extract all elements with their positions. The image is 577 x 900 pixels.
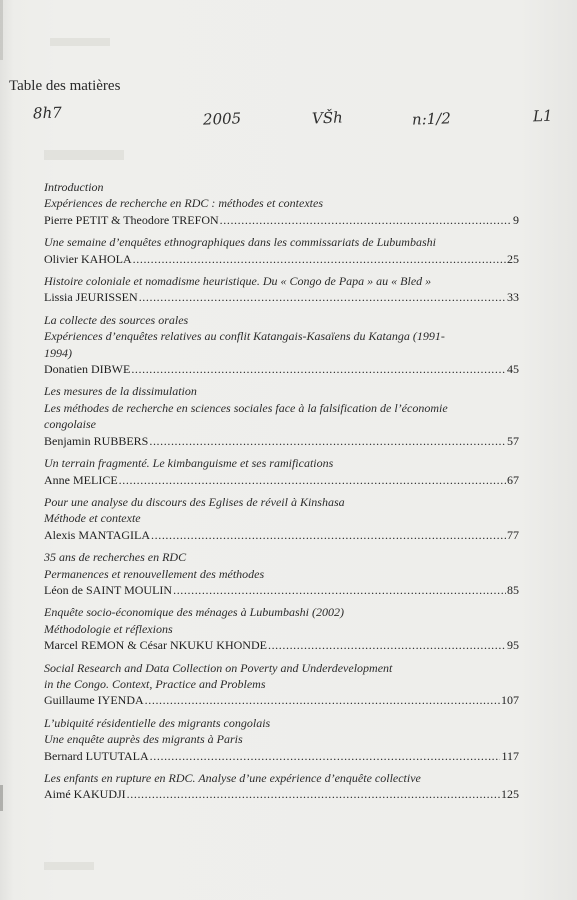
toc-entry-page-number: 9 (513, 212, 519, 227)
toc-entry-title-line: Une semaine d’enquêtes ethnographiques dans les commissariats de Lubumbashi (44, 235, 436, 250)
dot-leader (145, 692, 500, 708)
toc-entry-page-number: 117 (501, 748, 519, 763)
toc-entry-page-number: 33 (507, 290, 519, 305)
dot-leader (220, 212, 512, 228)
toc-entry-author-line (44, 361, 519, 377)
toc-entry-title-line: Un terrain fragmenté. Le kimbanguisme et ses ramifications (44, 456, 334, 471)
toc-entry-author-line (44, 251, 519, 267)
toc-entry-title-line: L’ubiquité résidentielle des migrants congolais (44, 715, 271, 730)
toc-entry (44, 273, 519, 306)
toc-entry-author: Anne MELICE (44, 472, 118, 487)
toc-entry-author: Bernard LUTUTALA (44, 748, 149, 763)
toc-entry-page-number: 67 (507, 472, 519, 487)
toc-entry-author-line (44, 582, 519, 598)
toc-entry-title-line: congolaise (44, 417, 96, 432)
toc-entry-author-line (44, 527, 519, 543)
toc-entry-title-line: Introduction (44, 180, 104, 194)
toc-entry (44, 179, 519, 228)
toc-entry-author: Olivier KAHOLA (44, 251, 132, 266)
toc-entry (44, 312, 519, 378)
handwritten-note: VŠh (311, 108, 344, 128)
toc-entry-title-line: Expériences de recherche en RDC : méthodes et contextes (44, 196, 323, 211)
toc-entry (44, 494, 519, 543)
toc-entry-page-number: 57 (507, 433, 519, 448)
dot-leader (149, 433, 506, 449)
toc-entry-title-line: 35 ans de recherches en RDC (44, 550, 187, 565)
binding-edge-mark (0, 0, 3, 60)
toc-entry-title-line: Enquête socio-économique des ménages à Lubumbashi (2002) (44, 605, 344, 620)
toc-entry (44, 604, 519, 653)
dot-leader (127, 786, 500, 802)
toc-entry-author-line (44, 433, 519, 449)
dot-leader (131, 361, 506, 377)
toc-entry-author-line (44, 212, 519, 228)
toc-entry-title-line: in the Congo. Context, Practice and Problems (44, 676, 266, 691)
dot-leader (133, 251, 506, 267)
toc-entry (44, 770, 519, 803)
toc-entry-author: Pierre PETIT & Theodore TREFON (44, 212, 219, 227)
toc-entry-page-number: 85 (507, 582, 519, 597)
show-through-mark (50, 38, 110, 46)
toc-entry (44, 660, 519, 709)
toc-entry-author: Marcel REMON & César NKUKU KHONDE (44, 638, 267, 653)
toc-entry-author-line (44, 472, 519, 488)
toc-entry-title-line: Une enquête auprès des migrants à Paris (44, 732, 243, 747)
toc-entry (44, 383, 519, 449)
toc-entry-page-number: 45 (507, 362, 519, 377)
page-title: Table des matières (9, 78, 121, 94)
toc-entry-author-line (44, 289, 519, 305)
toc-entry-title-line: Les enfants en rupture en RDC. Analyse d’une expérience d’enquête collective (44, 771, 421, 785)
toc-entry-title-line: Histoire coloniale et nomadisme heuristique. Du « Congo de Papa » au « Bled » (44, 274, 432, 289)
toc-entry-author: Alexis MANTAGILA (44, 527, 151, 542)
toc-entry-author-line (44, 786, 519, 802)
toc-entry-author-line (44, 637, 519, 653)
handwritten-note: 2005 (202, 109, 242, 129)
toc-entry-author-line (44, 748, 519, 764)
toc-entry-title-line: Les mesures de la dissimulation (44, 384, 197, 399)
toc-entry-title-line: Méthodologie et réflexions (44, 621, 173, 636)
show-through-mark (44, 862, 94, 870)
dot-leader (268, 637, 506, 653)
toc-entry-title-line: Expériences d’enquêtes relatives au conflit Katangais-Kasaïens du Katanga (1991- (44, 329, 445, 344)
toc-entry-title-line: 1994) (44, 345, 72, 360)
handwritten-note: 8h7 (32, 103, 63, 123)
toc-entry-author: Donatien DIBWE (44, 362, 131, 377)
toc-entry-page-number: 107 (501, 693, 519, 708)
toc-entry-author: Aimé KAKUDJI (44, 787, 126, 802)
toc-entry-page-number: 25 (507, 251, 519, 266)
toc-entry-title-line: Méthode et contexte (44, 511, 141, 526)
show-through-mark (44, 150, 124, 160)
binding-edge-mark (0, 785, 3, 811)
toc-entry-author: Léon de SAINT MOULIN (44, 582, 173, 597)
handwritten-note: n:1/2 (411, 109, 452, 129)
toc-entry-author: Lissia JEURISSEN (44, 290, 138, 305)
toc-entry-author: Benjamin RUBBERS (44, 433, 149, 448)
dot-leader (151, 527, 506, 543)
toc-entry-title-line: La collecte des sources orales (44, 312, 189, 327)
toc-entry (44, 455, 519, 488)
table-of-contents (44, 179, 519, 809)
handwritten-note: L1 (532, 106, 553, 126)
toc-entry-title-line: Pour une analyse du discours des Eglises de réveil à Kinshasa (44, 494, 345, 509)
toc-entry (44, 549, 519, 598)
toc-entry-page-number: 95 (507, 638, 519, 653)
toc-entry (44, 234, 519, 267)
toc-entry-page-number: 125 (501, 787, 519, 802)
dot-leader (139, 289, 506, 305)
toc-entry (44, 715, 519, 764)
toc-entry-author-line (44, 692, 519, 708)
toc-entry-page-number: 77 (507, 527, 519, 542)
toc-entry-title-line: Permanences et renouvellement des méthodes (44, 566, 265, 581)
toc-entry-title-line: Les méthodes de recherche en sciences sociales face à la falsification de l’économie (44, 400, 448, 415)
dot-leader (150, 748, 501, 764)
toc-entry-title-line: Social Research and Data Collection on Poverty and Underdevelopment (44, 660, 393, 675)
dot-leader (119, 472, 506, 488)
dot-leader (173, 582, 506, 598)
toc-entry-author: Guillaume IYENDA (44, 693, 144, 708)
